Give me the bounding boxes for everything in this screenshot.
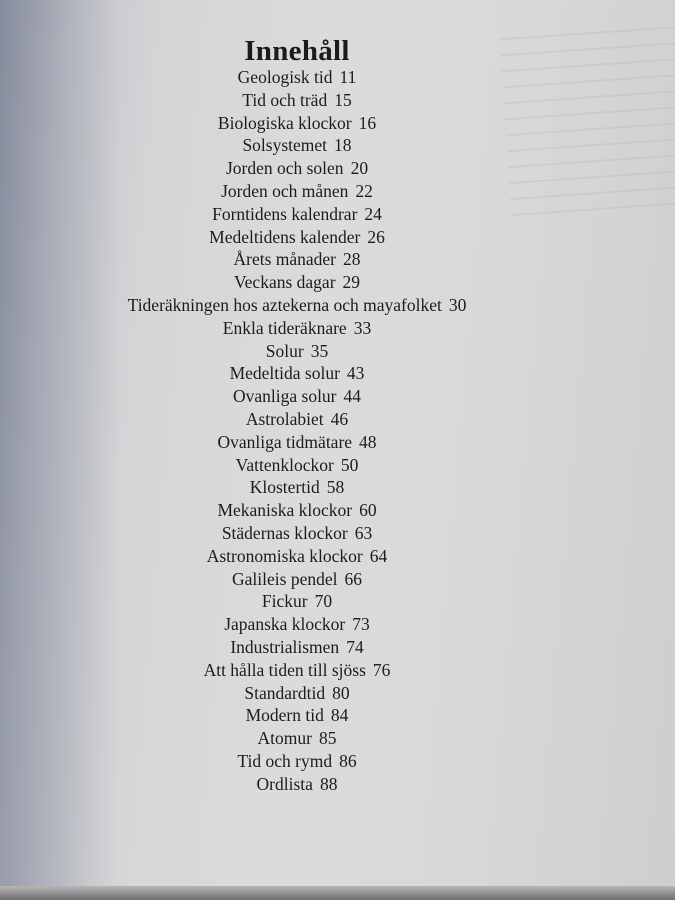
page-edge (0, 886, 675, 900)
toc-entry-title: Årets månader (233, 249, 337, 270)
toc-entry-title: Geologisk tid (237, 67, 333, 87)
toc-entry-page-number: 29 (342, 272, 361, 293)
toc-entry-page-number: 44 (343, 386, 362, 407)
toc-entry-page-number: 58 (326, 477, 345, 498)
toc-entry-page-number: 66 (344, 568, 362, 589)
toc-entry-title: Tid och rymd (237, 750, 333, 771)
toc-entry (0, 294, 594, 317)
toc-entry-title: Ovanliga solur (232, 386, 337, 407)
toc-entry-title: Enkla tideräknare (222, 317, 347, 338)
page-title: Innehåll (244, 35, 350, 68)
toc-entry-title: Atomur (257, 728, 312, 749)
toc-entry (0, 226, 594, 249)
toc-entry (0, 362, 594, 385)
toc-entry (0, 522, 594, 545)
toc-entry (0, 682, 594, 705)
toc-entry (0, 476, 594, 499)
toc-entry (0, 157, 594, 180)
toc-entry-page-number: 16 (358, 112, 377, 133)
toc-entry-title: Tideräkningen hos aztekerna och mayafolket (127, 294, 442, 315)
toc-entry (0, 545, 594, 568)
toc-entry (0, 613, 594, 636)
toc-entry-title: Jorden och solen (225, 158, 344, 179)
toc-entry-page-number: 28 (343, 249, 361, 270)
toc-entry (0, 750, 594, 773)
toc-entry-page-number: 76 (372, 659, 391, 680)
toc-entry (0, 112, 594, 135)
toc-entry-title: Medeltidens kalender (209, 226, 361, 247)
toc-entry-page-number: 80 (332, 682, 350, 703)
toc-entry (0, 271, 594, 294)
toc-entry-title: Modern tid (245, 705, 324, 726)
toc-entry-page-number: 63 (354, 522, 373, 543)
toc-entry-title: Städernas klockor (221, 522, 348, 543)
toc-entry-title: Ovanliga tidmätare (217, 431, 353, 452)
toc-entry-page-number: 11 (339, 67, 357, 87)
toc-entry-title: Fickur (261, 591, 308, 612)
toc-entry-title: Solur (265, 340, 304, 361)
toc-entry (0, 659, 594, 682)
toc-entry (0, 408, 594, 431)
toc-entry (0, 454, 594, 477)
toc-entry-title: Klostertid (249, 477, 320, 498)
table-of-contents (0, 66, 594, 796)
toc-entry-page-number: 60 (359, 500, 377, 521)
toc-entry-page-number: 86 (339, 750, 357, 771)
toc-entry-title: Galileis pendel (232, 568, 338, 589)
toc-entry (0, 727, 594, 750)
toc-entry-title: Jorden och månen (221, 180, 349, 201)
toc-entry-page-number: 84 (330, 705, 349, 726)
toc-entry-page-number: 50 (340, 454, 359, 475)
toc-entry (0, 180, 594, 203)
toc-entry-title: Mekaniska klockor (217, 500, 353, 521)
toc-entry (0, 431, 594, 454)
toc-entry-page-number: 35 (310, 340, 329, 361)
toc-entry-page-number: 64 (369, 545, 388, 566)
toc-entry (0, 66, 594, 89)
toc-entry-page-number: 18 (334, 135, 352, 156)
toc-entry-page-number: 15 (334, 89, 352, 110)
toc-entry-page-number: 85 (318, 728, 337, 749)
toc-entry (0, 568, 594, 591)
toc-entry-page-number: 73 (352, 614, 370, 635)
toc-entry (0, 203, 594, 226)
toc-entry-title: Industrialismen (230, 636, 340, 657)
toc-entry (0, 385, 594, 408)
toc-entry-page-number: 20 (350, 158, 369, 179)
toc-entry-page-number: 22 (355, 180, 373, 201)
toc-entry (0, 636, 594, 659)
toc-entry-title: Att hålla tiden till sjöss (203, 659, 366, 680)
toc-entry (0, 704, 594, 727)
toc-entry (0, 773, 594, 796)
toc-entry-title: Astrolabiet (245, 408, 324, 429)
toc-entry-page-number: 74 (346, 636, 364, 657)
toc-entry (0, 134, 594, 157)
toc-entry-title: Medeltida solur (229, 363, 340, 384)
toc-entry-title: Ordlista (256, 773, 313, 794)
toc-entry-page-number: 88 (319, 773, 338, 794)
toc-entry-title: Japanska klockor (224, 614, 346, 635)
toc-entry (0, 317, 594, 340)
toc-entry-page-number: 26 (367, 226, 385, 247)
toc-entry (0, 590, 594, 613)
toc-entry-title: Veckans dagar (233, 272, 336, 293)
toc-entry-title: Forntidens kalendrar (212, 203, 358, 224)
toc-entry-page-number: 33 (353, 317, 372, 338)
toc-entry (0, 89, 594, 112)
toc-entry-page-number: 30 (448, 294, 467, 315)
toc-entry-title: Biologiska klockor (217, 112, 352, 133)
toc-entry (0, 248, 594, 271)
toc-entry-title: Solsystemet (242, 135, 328, 156)
toc-entry (0, 499, 594, 522)
toc-entry-title: Standardtid (244, 682, 326, 703)
toc-entry-page-number: 43 (346, 363, 365, 384)
toc-entry-title: Astronomiska klockor (206, 545, 363, 566)
toc-entry-page-number: 70 (314, 591, 333, 612)
toc-entry-title: Tid och träd (242, 89, 328, 110)
toc-entry-page-number: 48 (359, 431, 377, 452)
toc-entry-title: Vattenklockor (235, 454, 334, 475)
toc-entry-page-number: 46 (330, 408, 349, 429)
toc-entry (0, 340, 594, 363)
toc-entry-page-number: 24 (364, 203, 382, 224)
